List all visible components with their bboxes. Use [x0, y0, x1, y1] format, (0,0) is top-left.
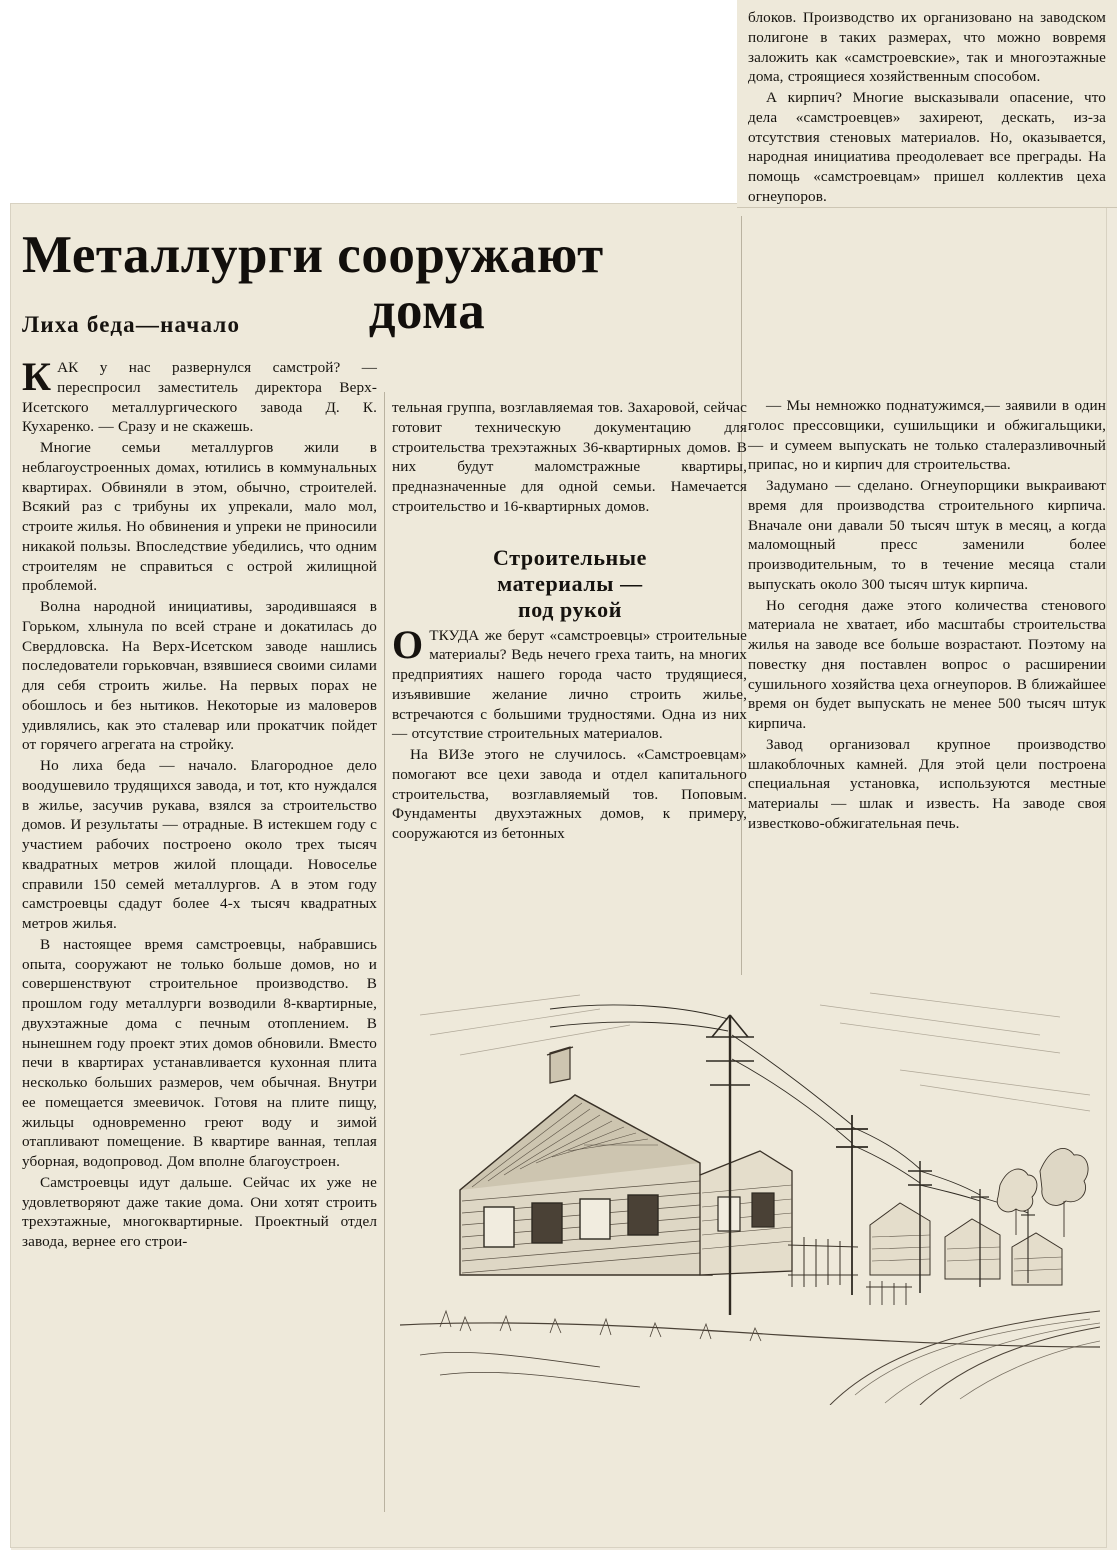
article-column-3-top	[748, 8, 1106, 208]
subhead-middle-line-1: Строительные	[493, 545, 647, 570]
paragraph: В настоящее время самстроевцы, набравшись опыта, сооружают не только больше домов, но и совершенствуют строительное производство. В прошлом году металлурги возводили 8-квартирные, двухэтажные дома с печным отоплением. В нынешнем году проект этих домов обновили. Вместо печи в квартирах устанавливается кухонная плита несколько больших размеров, чем обычная. Внутри ее помещается змеевичок. Готовя на плите пищу, жильцы одновременно греют воду и зимой отапливают помещение. В квартире ванная, теплая уборная, водопровод. Дом вполне благоустроен.	[22, 935, 377, 1170]
paragraph: Многие семьи металлургов жили в неблагоустроенных домах, ютились в коммунальных квартирах. Обвиняли в этом, обычно, строителей. Всякий раз с трибуны их упрекали, мало мол, строите жилья. Но обвинения и упреки не приносили никакой пользы. Впоследствие убедились, что одним строителям не справиться с острой жилищной проблемой.	[22, 439, 377, 595]
article-column-1	[22, 354, 377, 1253]
article-column-3	[748, 396, 1106, 835]
drop-cap: К	[22, 354, 52, 399]
paragraph: Завод организовал крупное производство шлакоблочных камней. Для этой цели построена специальная установка, используются местные материалы — шлак и известь. На заводе своя известково-обжигательная печь.	[748, 735, 1106, 832]
paragraph-text: ТКУДА же берут «самстроевцы» строительные материалы? Ведь нечего греха таить, на многих предприятиях нашего города часто трудящиеся, изъявившие желание лично строить жилье, встречаются с большими трудностями. Одна из них — отсутствие строительных материалов.	[392, 626, 747, 743]
paragraph-text: АК у нас развернулся самстрой? — переспросил заместитель директора Верх-Исетского металлургического завода Д. К. Кухаренко. — Сразу и не скажешь.	[22, 359, 377, 436]
street-with-wooden-houses-and-power-poles-illustration	[400, 975, 1100, 1405]
paragraph	[22, 354, 377, 437]
paragraph	[392, 621, 747, 745]
paragraph: Но сегодня даже этого количества стенового материала не хватает, ибо масштабы строительства жилья на заводе все больше возрастают. Поэтому на повестку дня поставлен вопрос о расширении сушильного хозяйства цеха огнеупоров. В ближайшее время он будет выпускать не менее 500 тысяч штук кирпича.	[748, 596, 1106, 732]
paragraph: Самстроевцы идут дальше. Сейчас их уже не удовлетворяют даже такие дома. Они хотят строить трехэтажные, многоквартирные. Проектный отдел завода, вернее его строи-	[22, 1173, 377, 1250]
subhead-middle-line-3: под рукой	[517, 596, 623, 622]
paragraph: Волна народной инициативы, зародившаяся в Горьком, хлынула по всей стране и докатилась до Свердловска. На Верх-Исетском заводе нашлись последователи горьковчан, взявшиеся своими силами для себя строить жилье. На первых порах не обошлось и без нытиков. Некоторые из маловеров удивлялись, как это сталевар или прокатчик пойдет от горячего агрегата на стройку.	[22, 598, 377, 754]
paragraph: блоков. Производство их организовано на заводском полигоне в таких размерах, что можно вовремя заложить как «самстроевские», так и многоэтажные дома, строящиеся хозяйственным способом.	[748, 9, 1106, 86]
paragraph: — Мы немножко поднатужимся,— заявили в один голос прессовщики, сушильщики и обжигальщики, — и сумеем выпускать не только сталеразливочный припас, но и кирпич для строительства.	[748, 397, 1106, 474]
paragraph: На ВИЗе этого не случилось. «Самстроевцам» помогают все цехи завода и отдел капитального строительства, возглавляемый тов. Поповым. Фундаменты двухэтажных домов, к примеру, сооружаются из бетонных	[392, 746, 747, 842]
headline-line-1: Металлурги сооружают	[22, 226, 604, 284]
column-divider-1	[384, 392, 385, 1512]
drop-cap: О	[392, 621, 424, 667]
article-column-2	[392, 398, 747, 845]
paragraph: тельная группа, возглавляемая тов. Захаровой, сейчас готовит техническую документацию для строительства трехэтажных 36-квартирных домов. В них будут маломстражные квартиры, предназначенные для одной семьи. Намечается строительство и 16-квартирных домов.	[392, 399, 747, 515]
headline-line-2: дома	[368, 282, 486, 341]
section-subhead-left: Лиха беда—начало	[22, 312, 241, 337]
paragraph: Но лиха беда — начало. Благородное дело воодушевило трудящихся завода, и тот, кто нуждался в жилье, засучив рукава, взялся за строительство домов. И результаты — отрадные. В истекшем году с участием рабочих построено около трех тысяч квадратных метров жилой площади. Новоселье справили 150 семей металлургов. А в этом году самстроевцы сдадут более 4-х тысяч квадратных метров жилья.	[22, 757, 377, 932]
paragraph: Задумано — сделано. Огнеупорщики выкраивают время для производства строительного кирпича. Вначале они давали 50 тысяч штук в месяц, а когда маломощный пресс заменили более производительным, то в течение месяца стали выпускать около 300 тысяч штук кирпича.	[748, 477, 1106, 593]
subhead-middle-line-2: материалы —	[497, 570, 643, 596]
page-margin-top-left	[0, 0, 737, 203]
paragraph: А кирпич? Многие высказывали опасение, что дела «самстроевцев» захиреют, дескать, из-за отсутствия стеновых материалов. Но, оказывается, народная инициатива преодолевает все преграды. На помощь «самстроевцам» пришел коллектив цеха огнеупоров.	[748, 89, 1106, 205]
